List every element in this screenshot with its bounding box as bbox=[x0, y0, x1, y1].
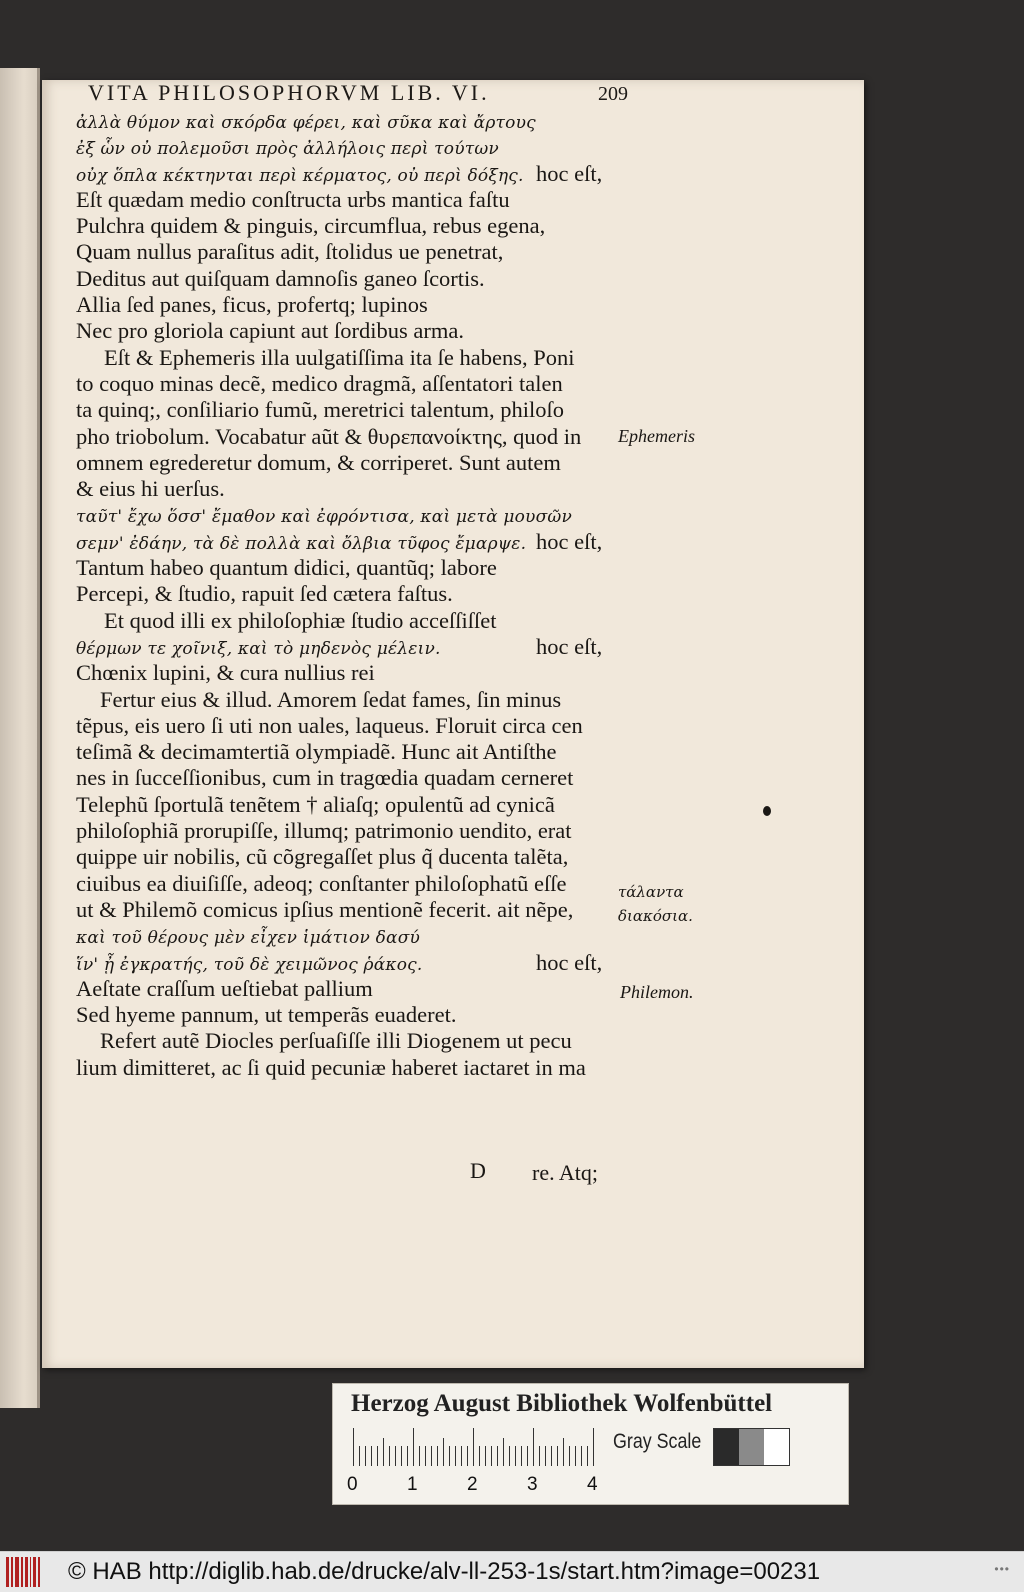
ruler-tick bbox=[521, 1446, 522, 1466]
text-line bbox=[76, 871, 636, 897]
latin-text: Nec pro gloriola capiunt aut ſordibus arma. bbox=[76, 318, 465, 344]
ruler-tick bbox=[593, 1428, 594, 1466]
text-line bbox=[76, 660, 636, 686]
ruler-tick bbox=[551, 1446, 552, 1466]
running-head bbox=[88, 80, 628, 106]
latin-text: ut & Philemõ comicus ipſius mentionẽ fecerit. ait nẽpe, bbox=[76, 896, 574, 922]
more-icon[interactable]: ••• bbox=[994, 1562, 1010, 1576]
latin-text: to coquo minas decẽ, medico dragmã, aſſentatori talen bbox=[76, 370, 563, 396]
latin-text: Telephũ ſportulã tenẽtem † aliaſq; opulentũ ad cynicã bbox=[76, 791, 555, 817]
barcode-bar bbox=[38, 1557, 40, 1587]
text-line bbox=[76, 950, 636, 976]
text-line bbox=[76, 976, 636, 1002]
ruler-tick bbox=[371, 1446, 372, 1466]
ruler-tick bbox=[419, 1446, 420, 1466]
catchword: re. Atq; bbox=[532, 1160, 598, 1185]
ruler-tick bbox=[485, 1446, 486, 1466]
ruler-tick bbox=[557, 1446, 558, 1466]
ruler-tick bbox=[569, 1446, 570, 1466]
text-line bbox=[76, 1002, 636, 1028]
ruler-tick bbox=[497, 1446, 498, 1466]
barcode-bar bbox=[30, 1557, 31, 1587]
barcode-bar bbox=[11, 1557, 13, 1587]
margin-note-ephemeris: Ephemeris bbox=[618, 426, 695, 446]
hoc-est-marker: hoc eſt, bbox=[536, 528, 603, 554]
ruler-tick bbox=[449, 1446, 450, 1466]
ruler-tick bbox=[587, 1446, 588, 1466]
greek-verse-text: ἐξ ὧν οὐ πολεμοῦσι πρὸς ἀλλήλοις περὶ τούτων bbox=[76, 139, 499, 160]
ruler-number: 0 bbox=[347, 1474, 358, 1495]
ruler-tick bbox=[359, 1446, 360, 1466]
ruler-tick bbox=[545, 1446, 546, 1466]
text-line bbox=[76, 318, 636, 344]
barcode-icon bbox=[6, 1557, 50, 1587]
hoc-est-marker: hoc eſt, bbox=[536, 160, 603, 186]
latin-text: Et quod illi ex philoſophiæ ſtudio acceſſiſſet bbox=[104, 607, 497, 633]
barcode-bar bbox=[6, 1557, 9, 1587]
text-line bbox=[76, 450, 636, 476]
ruler-tick bbox=[503, 1438, 504, 1466]
greek-verse-text: ταῦτ' ἔχω ὅσσ' ἔμαθον καὶ ἐφρόντισα, καὶ μετὰ μουσῶν bbox=[76, 507, 572, 528]
latin-text: teſimã & decimamtertiã olympiadẽ. Hunc ait Antiſthe bbox=[76, 739, 557, 765]
text-line bbox=[76, 792, 636, 818]
barcode-bar bbox=[33, 1557, 36, 1587]
latin-text: ta quinq;, conſiliario fumũ, meretrici talentum, philoſo bbox=[76, 397, 565, 423]
latin-text: omnem egrederetur domum, & corriperet. Sunt autem bbox=[76, 449, 561, 475]
left-page-edge bbox=[0, 68, 40, 1408]
latin-text: Eſt & Ephemeris illa uulgatiſſima ita ſe habens, Poni bbox=[104, 344, 575, 370]
greek-verse-text: σεμν' ἐδάην, τὰ δὲ πολλὰ καὶ ὄλβια τῦφος ἔμαρψε. bbox=[76, 533, 527, 554]
ruler-tick bbox=[425, 1446, 426, 1466]
hoc-est-marker: hoc eſt, bbox=[536, 949, 603, 975]
ruler-number: 4 bbox=[587, 1474, 598, 1495]
ruler-tick bbox=[461, 1446, 462, 1466]
text-line bbox=[76, 371, 636, 397]
latin-text: Deditus aut quiſquam damnoſis ganeo ſcortis. bbox=[76, 265, 485, 291]
latin-text: & eius hi uerſus. bbox=[76, 476, 225, 502]
gray-scale-label: Gray Scale bbox=[613, 1430, 702, 1453]
latin-text: Sed hyeme pannum, ut temperãs euaderet. bbox=[76, 1002, 457, 1028]
gray-swatch bbox=[714, 1429, 739, 1465]
ruler-tick bbox=[407, 1446, 408, 1466]
ruler-tick bbox=[563, 1438, 564, 1466]
latin-text: Eſt quædam medio conſtructa urbs mantica faſtu bbox=[76, 186, 510, 212]
text-line bbox=[76, 1028, 636, 1054]
ruler-number: 1 bbox=[407, 1474, 418, 1495]
text-line bbox=[76, 266, 636, 292]
ruler-tick bbox=[491, 1446, 492, 1466]
text-line bbox=[76, 187, 636, 213]
ruler-tick bbox=[515, 1446, 516, 1466]
ruler-tick bbox=[533, 1428, 534, 1466]
latin-text: quippe uir nobilis, cũ cõgregaſſet plus q̃ ducenta talẽta, bbox=[76, 844, 569, 870]
text-line bbox=[76, 897, 636, 923]
text-line bbox=[76, 161, 636, 187]
latin-text: Pulchra quidem & pinguis, circumflua, rebus egena, bbox=[76, 213, 546, 239]
latin-text: Chœnix lupini, & cura nullius rei bbox=[76, 660, 375, 686]
ruler-tick bbox=[437, 1446, 438, 1466]
text-line bbox=[76, 765, 636, 791]
gray-swatch bbox=[739, 1429, 764, 1465]
text-line bbox=[76, 476, 636, 502]
greek-verse-text: ἵν' ᾖ ἐγκρατής, τοῦ δὲ χειμῶνος ῥάκος. bbox=[76, 954, 423, 975]
latin-text: nes in ſucceſſionibus, cum in tragœdia quadam cerneret bbox=[76, 765, 574, 791]
latin-text: Quam nullus paraſitus adit, ſtolidus ue penetrat, bbox=[76, 239, 504, 265]
ruler-tick bbox=[575, 1446, 576, 1466]
text-line bbox=[76, 844, 636, 870]
greek-verse-text: θέρμων τε χοῖνιξ, καὶ τὸ μηδενὸς μέλειν. bbox=[76, 638, 441, 659]
text-line bbox=[76, 1055, 636, 1081]
latin-text: Fertur eius & illud. Amorem ſedat fames, ſin minus bbox=[100, 686, 562, 712]
running-head-title: VITA PHILOSOPHORVM LIB. VI. bbox=[88, 80, 490, 105]
ruler-tick bbox=[509, 1446, 510, 1466]
greek-verse-text: οὐχ ὅπλα κέκτηνται περὶ κέρματος, οὐ περὶ δόξης. bbox=[76, 165, 524, 186]
text-line bbox=[76, 134, 636, 160]
text-line bbox=[76, 292, 636, 318]
gray-scale-swatch bbox=[713, 1428, 790, 1466]
text-line bbox=[76, 713, 636, 739]
footer-copyright-url[interactable]: © HAB http://diglib.hab.de/drucke/alv-ll-253-1s/start.htm?image=00231 bbox=[68, 1558, 821, 1585]
ruler-tick bbox=[473, 1428, 474, 1466]
ruler-tick bbox=[377, 1446, 378, 1466]
ruler-tick bbox=[467, 1446, 468, 1466]
library-label bbox=[332, 1383, 849, 1505]
ruler-number: 2 bbox=[467, 1474, 478, 1495]
ruler-tick bbox=[383, 1438, 384, 1466]
text-line bbox=[76, 634, 636, 660]
library-name: Herzog August Bibliothek Wolfenbüttel bbox=[351, 1390, 773, 1417]
text-line bbox=[76, 424, 636, 450]
text-line bbox=[76, 555, 636, 581]
ruler-tick bbox=[395, 1446, 396, 1466]
hoc-est-marker: hoc eſt, bbox=[536, 633, 603, 659]
latin-text: tẽpus, eis uero ſi uti non uales, laqueus. Floruit circa cen bbox=[76, 712, 583, 738]
latin-text: Allia ſed panes, ficus, profertq; lupinos bbox=[76, 292, 428, 318]
latin-text: philoſophiã prorupiſſe, illumq; patrimonio uendito, erat bbox=[76, 818, 572, 844]
text-line bbox=[76, 502, 636, 528]
barcode-bar bbox=[21, 1557, 23, 1587]
ink-spot bbox=[763, 806, 771, 816]
ruler-tick bbox=[365, 1446, 366, 1466]
barcode-bar bbox=[15, 1557, 19, 1587]
ruler-tick bbox=[431, 1446, 432, 1466]
latin-text: Refert autẽ Diocles perſuaſiſſe illi Diogenem ut pecu bbox=[100, 1028, 572, 1054]
greek-verse-text: καὶ τοῦ θέρους μὲν εἶχεν ἱμάτιον δασύ bbox=[76, 928, 421, 949]
text-line bbox=[76, 739, 636, 765]
signature-mark: D bbox=[470, 1158, 486, 1183]
text-line bbox=[76, 608, 636, 634]
ruler-tick bbox=[539, 1446, 540, 1466]
latin-text: Tantum habeo quantum didici, quantũq; labore bbox=[76, 555, 497, 581]
text-line bbox=[76, 239, 636, 265]
footer-bar bbox=[0, 1551, 1024, 1592]
latin-text: Percepi, & ſtudio, rapuit ſed cætera faſtus. bbox=[76, 581, 453, 607]
text-line bbox=[76, 529, 636, 555]
ruler-tick bbox=[389, 1446, 390, 1466]
ruler-tick bbox=[527, 1446, 528, 1466]
text-line bbox=[76, 213, 636, 239]
margin-note-greek: τάλαντα διακόσια. bbox=[618, 883, 693, 925]
ruler-tick bbox=[443, 1438, 444, 1466]
text-line bbox=[76, 108, 636, 134]
page-number: 209 bbox=[598, 83, 628, 105]
margin-note-philemon: Philemon. bbox=[620, 982, 694, 1002]
barcode-bar bbox=[25, 1557, 28, 1587]
ruler-scale bbox=[353, 1428, 593, 1466]
ruler-tick bbox=[455, 1446, 456, 1466]
latin-text: ciuibus ea diuiſiſſe, adeoq; conſtanter philoſophatũ eſſe bbox=[76, 870, 567, 896]
ruler-tick bbox=[401, 1446, 402, 1466]
ruler-number: 3 bbox=[527, 1474, 538, 1495]
greek-verse-text: ἀλλὰ θύμον καὶ σκόρδα φέρει, καὶ σῦκα καὶ ἄρτους bbox=[76, 113, 536, 133]
text-line bbox=[76, 397, 636, 423]
text-line bbox=[76, 345, 636, 371]
text-line bbox=[76, 687, 636, 713]
text-line bbox=[76, 818, 636, 844]
latin-text: pho triobolum. Vocabatur aũt & θυρεπανοίκτης, quod in bbox=[76, 423, 582, 449]
ruler-tick bbox=[581, 1446, 582, 1466]
ruler-tick bbox=[353, 1428, 354, 1466]
main-text bbox=[76, 108, 636, 1081]
ruler-tick bbox=[413, 1428, 414, 1466]
latin-text: lium dimitteret, ac ſi quid pecuniæ haberet iactaret in ma bbox=[76, 1054, 586, 1080]
text-line bbox=[76, 923, 636, 949]
text-line bbox=[76, 581, 636, 607]
latin-text: Aeſtate craſſum ueſtiebat pallium bbox=[76, 975, 373, 1001]
gray-swatch bbox=[764, 1429, 789, 1465]
ruler-tick bbox=[479, 1446, 480, 1466]
